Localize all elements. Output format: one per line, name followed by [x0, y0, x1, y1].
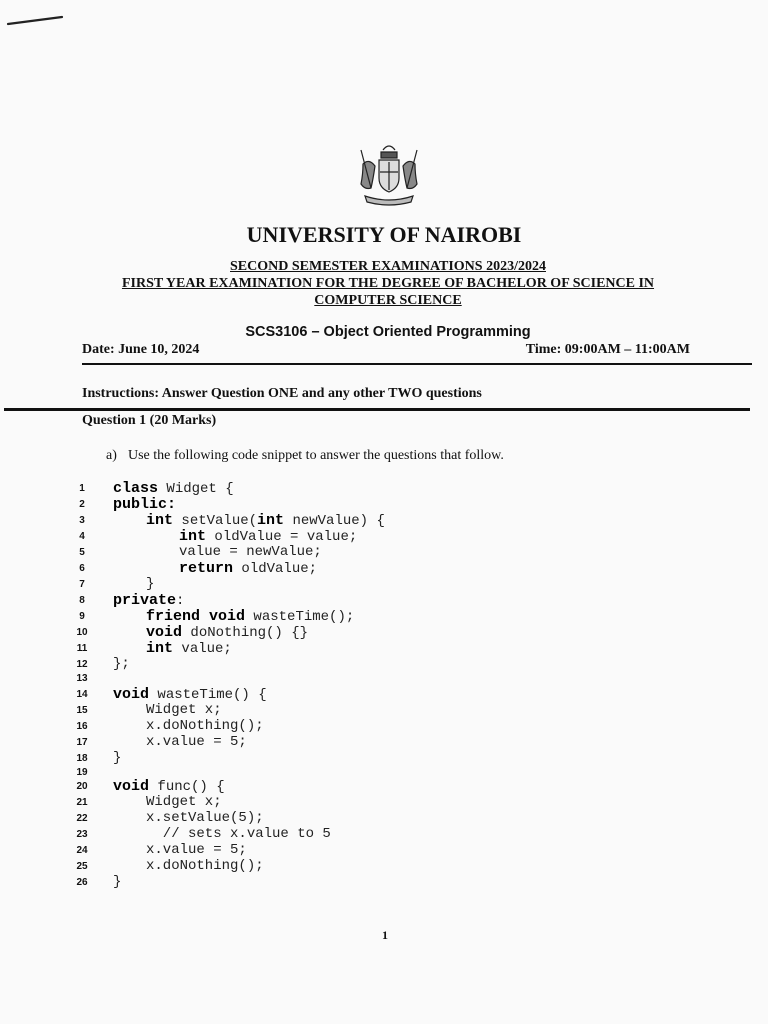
code-keyword: int — [257, 512, 285, 529]
line-number: 2 — [79, 499, 85, 510]
question-part-a — [106, 448, 504, 464]
line-number: 18 — [76, 753, 88, 764]
line-number: 26 — [76, 877, 88, 888]
code-keyword: return — [179, 560, 234, 577]
code-fragment: Widget x; — [146, 794, 222, 810]
line-number: 15 — [76, 705, 88, 716]
page-number: 1 — [382, 928, 388, 942]
code-fragment: value = newValue; — [179, 544, 322, 560]
code-text — [146, 858, 264, 874]
part-marker: a) — [106, 448, 117, 463]
code-fragment: } — [146, 576, 155, 592]
line-number: 17 — [76, 737, 88, 748]
code-text — [146, 810, 264, 826]
code-fragment: x.value = 5; — [146, 842, 247, 858]
code-fragment: }; — [113, 656, 130, 672]
code-fragment: x.value = 5; — [146, 734, 247, 750]
line-number: 12 — [76, 659, 88, 670]
code-fragment: // sets x.value to 5 — [146, 826, 331, 842]
code-text — [146, 842, 247, 858]
code-keyword: private — [113, 592, 177, 609]
code-keyword: void — [113, 686, 150, 703]
university-crest-icon — [353, 138, 425, 210]
code-keyword: void — [146, 624, 183, 641]
code-text — [113, 592, 184, 609]
code-keyword: int — [179, 528, 207, 545]
code-fragment: newValue) { — [284, 513, 385, 529]
exam-title-line2: COMPUTER SCIENCE — [314, 293, 462, 308]
line-number: 14 — [76, 689, 88, 700]
code-text — [146, 734, 247, 750]
code-text — [113, 750, 121, 766]
code-fragment: Widget { — [158, 481, 234, 497]
code-fragment: } — [113, 874, 122, 890]
code-text — [146, 718, 264, 734]
code-fragment: wasteTime(); — [245, 609, 355, 625]
code-fragment: func() { — [149, 779, 225, 795]
line-number: 13 — [76, 673, 88, 684]
divider-top — [82, 363, 752, 365]
code-text — [179, 560, 317, 577]
code-fragment: x.doNothing(); — [146, 858, 264, 874]
code-text — [113, 874, 121, 890]
line-number: 5 — [79, 547, 85, 558]
code-fragment: x.setValue(5); — [146, 810, 264, 826]
line-number: 24 — [76, 845, 88, 856]
code-keyword: public: — [113, 496, 177, 513]
code-fragment: : — [176, 593, 185, 609]
code-keyword: friend void — [146, 608, 246, 625]
line-number: 25 — [76, 861, 88, 872]
line-number: 20 — [76, 781, 88, 792]
line-number: 21 — [76, 797, 88, 808]
code-fragment: oldValue = value; — [206, 529, 358, 545]
question-heading: Question 1 (20 Marks) — [82, 413, 217, 428]
code-text — [179, 528, 357, 545]
code-text — [146, 794, 222, 810]
line-number: 6 — [79, 563, 85, 574]
code-fragment: value; — [173, 641, 232, 657]
line-number: 9 — [79, 611, 85, 622]
pen-stroke-mark — [6, 14, 64, 26]
line-number: 11 — [76, 643, 88, 654]
code-keyword: class — [113, 480, 159, 497]
line-number: 19 — [76, 767, 88, 778]
line-number: 4 — [79, 531, 85, 542]
code-text — [146, 512, 385, 529]
line-number: 7 — [79, 579, 85, 590]
code-text — [113, 656, 130, 672]
line-number: 1 — [79, 483, 85, 494]
instructions: Instructions: Answer Question ONE and any other TWO questions — [82, 386, 482, 401]
code-text — [113, 480, 234, 497]
divider-thick — [4, 408, 750, 411]
code-text — [146, 608, 354, 625]
code-fragment: } — [113, 750, 122, 766]
code-fragment: Widget x; — [146, 702, 222, 718]
part-text: Use the following code snippet to answer the questions that follow. — [128, 448, 504, 463]
code-text — [146, 640, 232, 657]
course-title: SCS3106 – Object Oriented Programming — [245, 324, 531, 340]
code-text — [179, 544, 322, 560]
code-keyword: int — [146, 512, 174, 529]
university-name: UNIVERSITY OF NAIROBI — [246, 222, 522, 247]
code-text — [146, 576, 154, 592]
code-fragment: doNothing() {} — [182, 625, 309, 641]
code-fragment: wasteTime() { — [149, 687, 267, 703]
line-number: 3 — [79, 515, 85, 526]
exam-time: Time: 09:00AM – 11:00AM — [525, 342, 690, 357]
code-fragment: x.doNothing(); — [146, 718, 264, 734]
code-fragment: setValue( — [173, 513, 258, 529]
code-keyword: int — [146, 640, 174, 657]
exam-title-line1: FIRST YEAR EXAMINATION FOR THE DEGREE OF BACHELOR OF SCIENCE IN — [121, 276, 655, 291]
code-text — [113, 778, 225, 795]
exam-session: SECOND SEMESTER EXAMINATIONS 2023/2024 — [230, 259, 546, 274]
exam-date: Date: June 10, 2024 — [82, 342, 200, 357]
code-text — [113, 496, 176, 513]
code-fragment: oldValue; — [233, 561, 318, 577]
line-number: 10 — [76, 627, 88, 638]
code-text — [146, 702, 222, 718]
code-text — [146, 826, 331, 842]
code-text — [113, 686, 267, 703]
code-keyword: void — [113, 778, 150, 795]
line-number: 8 — [79, 595, 85, 606]
line-number: 22 — [76, 813, 88, 824]
line-number: 16 — [76, 721, 88, 732]
code-text — [146, 624, 308, 641]
line-number: 23 — [76, 829, 88, 840]
